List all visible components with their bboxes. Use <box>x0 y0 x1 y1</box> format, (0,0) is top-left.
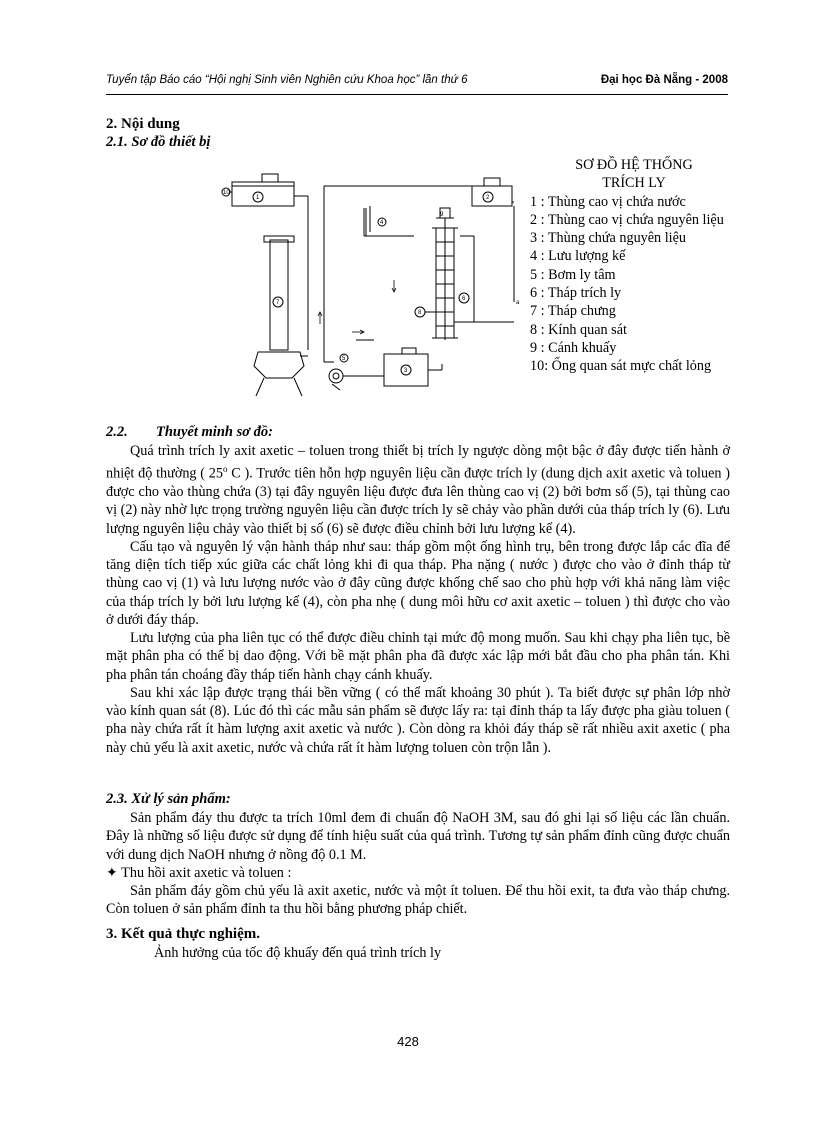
section-3-subtitle: Ảnh hưởng của tốc độ khuấy đến quá trình trích ly <box>154 945 442 961</box>
section-2-2-number: 2.2. <box>106 424 128 440</box>
diagram-label-3: 3 <box>404 368 408 374</box>
legend-item: 7 : Tháp chưng <box>530 303 616 320</box>
diagram-label-7: 7 <box>276 300 280 306</box>
legend-title-line-2: TRÍCH LY <box>602 175 666 192</box>
section-2-2-body <box>106 442 730 757</box>
page-number: 428 <box>397 1034 419 1049</box>
section-3-heading: 3. Kết quả thực nghiệm. <box>106 926 261 942</box>
diagram-label-2: 2 <box>486 195 490 201</box>
section-3-body <box>106 944 730 962</box>
equipment-diagram <box>214 172 532 398</box>
paragraph: Lưu lượng của pha liên tục có thể được điều chỉnh tại mức độ mong muốn. Sau khi chạy pha liên tục, bề mặt phân pha có thể bị dao động. Với bề mặt phân pha đã được xác lập mới bắt đầu cho pha phân tán. Khi pha phân tán choáng đầy tháp tiến hành chạy cánh khuấy. <box>106 630 730 683</box>
paragraph: Sản phẩm đáy thu được ta trích 10ml đem đi chuẩn độ NaOH 3M, sau đó ghi lại số liệu các lần chuẩn. Đây là những số liệu được sử dụng để tính hiệu suất của quá trình. Tương tự sản phẩm đỉnh cũng được chuẩn với dung dịch NaOH nhưng ở nồng độ 0.1 M. <box>106 810 730 863</box>
paragraph: Sản phẩm đáy gồm chủ yếu là axit axetic, nước và một ít toluen. Để thu hồi exit, ta đưa vào tháp chưng. Còn toluen ở sản phẩm đỉnh ta thu hồi bằng phương pháp chiết. <box>106 883 730 918</box>
legend-item: 2 : Thùng cao vị chứa nguyên liệu <box>530 211 724 228</box>
legend-title-line-1: SƠ ĐỒ HỆ THỐNG <box>575 157 693 173</box>
section-2-2-heading <box>106 424 273 441</box>
paragraph: Quá trình trích ly axit axetic – toluen trong thiết bị trích ly ngược dòng một bậc ở đây được tiến hành ở nhiệt độ thường ( 25$^o$ C ). Trước tiên hỗn hợp nguyên liệu cần được trích ly (dung dịch axit axetic và toluen ) được cho vào thùng chứa (3) tại đây nguyên liệu được đưa lên thùng cao vị (2) bởi bơm số (5), tại thùng cao vị (2) này nhờ lực trọng trường nguyên liệu cần được trích ly sẽ chảy vào phần dưới của tháp trích ly (6). Lưu lượng nguyên liệu chảy vào thiết bị số (6) sẽ được điều chỉnh bởi lưu lượng kế (4). <box>106 443 730 537</box>
section-2-3-heading: 2.3. Xử lý sản phẩm: <box>106 791 231 807</box>
diagram-legend <box>530 156 730 376</box>
diagram-label-6: 6 <box>462 296 466 302</box>
header-university: Đại học Đà Nẵng - 2008 <box>600 74 728 86</box>
section-2-1-heading: 2.1. Sơ đồ thiết bị <box>106 134 211 150</box>
legend-item: 9 : Cánh khuấy <box>530 339 617 356</box>
feed-tank-3-and-pump-5 <box>329 340 442 390</box>
legend-item: 10: Ống quan sát mực chất lỏng <box>530 358 712 375</box>
running-header <box>106 74 728 92</box>
bullet-line: ✦ Thu hồi axit axetic và toluen : <box>106 864 292 881</box>
tank-2-feed-header <box>472 178 514 302</box>
legend-item: 4 : Lưu lượng kế <box>530 248 626 265</box>
diagram-label-1: 1 <box>256 195 260 201</box>
legend-item: 6 : Tháp trích ly <box>530 285 622 302</box>
legend-item: 1 : Thùng cao vị chứa nước <box>530 193 686 210</box>
legend-item: 5 : Bơm ly tâm <box>530 266 616 283</box>
legend-item: 8 : Kính quan sát <box>530 321 627 338</box>
header-title: Tuyển tập Báo cáo “Hội nghị Sinh viên Nghiên cứu Khoa học” lần thứ 6 <box>106 74 468 86</box>
diagram-label-a: a <box>516 300 520 306</box>
tank-1-water-header <box>222 174 308 350</box>
paragraph: Cấu tạo và nguyên lý vận hành tháp như sau: tháp gồm một ống hình trụ, bên trong được lắp các đĩa để tăng diện tích tiếp xúc giữa các chất lỏng khi đi qua tháp. Pha nặng ( nước ) được cho vào ở đỉnh tháp từ thùng cao vị (1) và lưu lượng nước vào ở đây cũng được khống chế sao cho phù hợp với khả năng làm việc của tháp trích ly bởi lưu lượng kế (4), còn pha nhẹ ( dung môi hữu cơ axit axetic – toluen ) thì được cho vào ở dưới đáy tháp. <box>106 538 730 628</box>
header-rule <box>106 94 728 95</box>
distillation-column-7 <box>254 236 308 396</box>
extraction-column-6 <box>432 208 514 340</box>
section-2-heading: 2. Nội dung <box>106 116 180 132</box>
section-2-3-body <box>106 809 730 919</box>
diagram-label-5: 5 <box>342 356 346 362</box>
section-2-2-title: Thuyết minh sơ đồ: <box>156 424 273 440</box>
flow-meter-4 <box>364 206 414 236</box>
diagram-label-8: 8 <box>418 310 422 316</box>
paragraph: Sau khi xác lập được trạng thái bền vững ( có thể mất khoảng 30 phút ). Ta biết được sự phân lớp nhờ vào kính quan sát (8). Lúc đó thì các mẫu sản phẩm sẽ được lấy ra: tại đỉnh tháp ta lấy được pha giàu toluen ( pha này chứa rất ít hàm lượng axit axetic và nước ). Còn dòng ra khỏi đáy tháp sẽ rất nhiều axit axetic ( pha này chủ yếu là axit axetic, nước và chứa rất ít hàm lượng toluen còn trộn lẫn ). <box>106 684 730 756</box>
diagram-label-9: 9 <box>440 212 444 218</box>
diagram-label-10: 10 <box>223 190 230 196</box>
legend-item: 3 : Thùng chứa nguyên liệu <box>530 230 686 247</box>
diagram-label-4: 4 <box>380 220 384 226</box>
